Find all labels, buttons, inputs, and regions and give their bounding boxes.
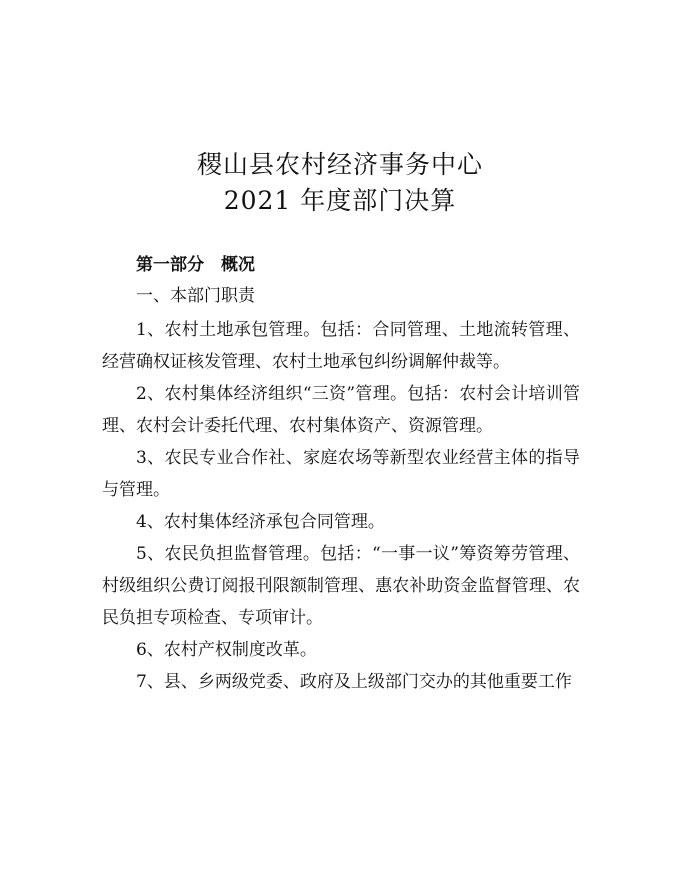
part-heading: 第一部分 概况 <box>136 255 255 275</box>
section-subheading: 一、本部门职责 <box>136 286 255 306</box>
duty-list <box>102 314 580 698</box>
document-title: 稷山县农村经济事务中心 <box>196 150 483 179</box>
duty-item: 4、农村集体经济承包合同管理。 <box>136 512 385 532</box>
duty-item: 1、农村土地承包管理。包括：合同管理、土地流转管理、经营确权证核发管理、农村土地承包纠纷调解仲裁等。 <box>102 320 580 372</box>
document-subtitle: 2021 年度部门决算 <box>223 186 457 215</box>
duty-item: 7、县、乡两级党委、政府及上级部门交办的其他重要工作 <box>136 672 572 692</box>
duty-item: 2、农村集体经济组织“三资”管理。包括：农村会计培训管理、农村会计委托代理、农村集体资产、资源管理。 <box>102 384 580 436</box>
duty-item: 3、农民专业合作社、家庭农场等新型农业经营主体的指导与管理。 <box>102 448 580 500</box>
duty-item: 6、农村产权制度改革。 <box>136 640 317 660</box>
duty-item: 5、农民负担监督管理。包括：“一事一议”筹资筹劳管理、村级组织公费订阅报刊限额制管理、惠农补助资金监督管理、农民负担专项检查、专项审计。 <box>102 544 580 628</box>
